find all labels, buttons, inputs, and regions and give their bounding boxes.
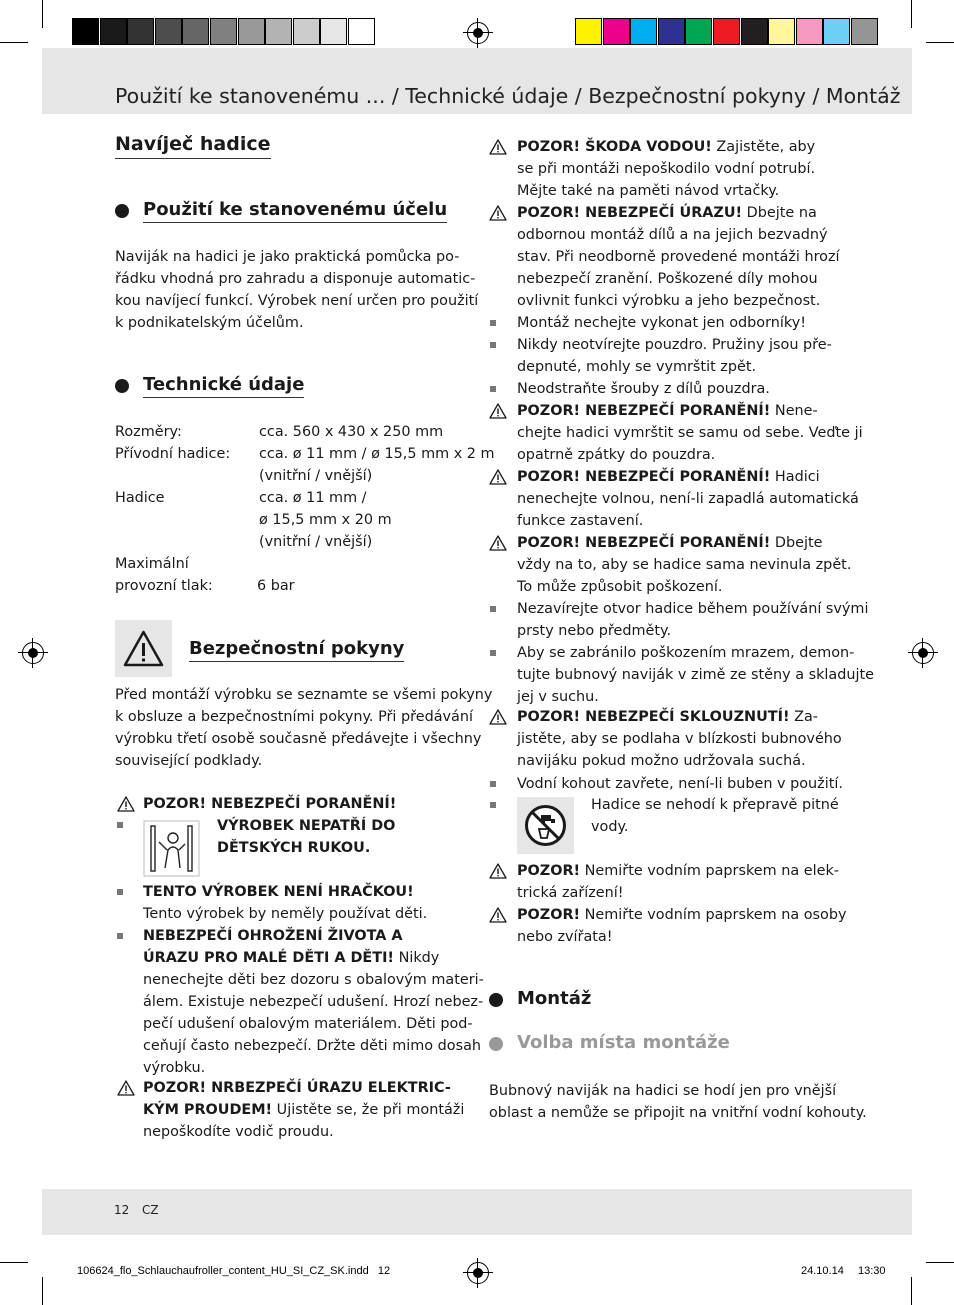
tech-label: Rozměry: [115,424,182,440]
text-line: Před montáží výrobku se seznamte se všemi pokyny [115,687,493,703]
text-bold: ÚRAZU PRO MALÉ DĚTI A DĚTI! [143,950,394,966]
bullet-square-icon [117,889,123,895]
text-line: vždy na to, aby se hadice sama nevinula zpět. [517,557,852,573]
text-line: vody. [591,819,629,835]
text-line: výrobku. [143,1060,206,1076]
text-line: Nikdy [394,950,440,966]
text-line: řádku vhodná pro zahradu a disponuje automatic- [115,271,476,287]
text-line: kou navíjecí funkcí. Výrobek není určen pro použití [115,293,479,309]
tech-label: Maximální [115,556,189,572]
warning-icon [489,469,507,485]
text-bold: POZOR! ŠKODA VODOU! [517,139,712,155]
text-line: POZOR! NRBEZPEČÍ ÚRAZU ELEKTRIC- [143,1080,451,1096]
text-line: stav. Při neodborně provedené montáži hrozí [517,249,840,265]
text-line: depnuté, mohly se vymrštit zpět. [517,359,757,375]
slug-time: 13:30 [858,1265,886,1277]
text-line: nenechejte volnou, není-li zapadlá automatická [517,491,859,507]
text-line: Nene- [770,403,818,419]
warning-icon [489,709,507,725]
text-line: trická zařízení! [517,885,624,901]
color-swatch [851,18,878,45]
color-swatch [575,18,602,45]
warning-icon [489,139,507,155]
bullet-square-icon [490,320,496,326]
persons-warning [517,904,847,948]
color-swatch [713,18,740,45]
color-swatch [265,18,292,45]
color-swatch [348,18,375,45]
section-bullet-icon [489,993,503,1007]
tech-heading: Technické údaje [143,374,304,398]
footer-band [42,1189,912,1235]
color-swatch [823,18,850,45]
text-line: Za- [789,709,818,725]
crop-mark [911,1277,912,1305]
text-line: Ujistěte se, že při montáži [272,1102,465,1118]
text-line: odbornou montáž dílů a na jejich bezvadný [517,227,828,243]
text-line: oblast a nemůže se připojit na vnitřní vodní kohouty. [489,1105,867,1121]
bullet-square-icon [490,781,496,787]
color-swatch [155,18,182,45]
injury-warning [517,400,863,466]
text-line: Nemiřte vodním paprskem na elek- [580,863,839,879]
warning-icon [489,907,507,923]
crop-mark [42,1277,43,1305]
warning-icon [489,205,507,221]
text-line: álem. Existuje nebezpečí udušení. Hrozí nebez- [143,994,484,1010]
registration-mark-icon [467,22,489,44]
warning-icon [117,1080,135,1096]
text-line: související podklady. [115,753,263,769]
tech-label: Přívodní hadice: [115,446,231,462]
section-bullet-icon [115,204,129,218]
location-text [489,1080,867,1124]
text-bold: POZOR! [517,863,581,879]
text-bold: POZOR! NEBEZPEČÍ ÚRAZU! [517,205,743,221]
color-swatch [741,18,768,45]
text-line: Nemiřte vodním paprskem na osoby [580,907,847,923]
tech-value: (vnitřní / vnější) [259,534,373,550]
montage-heading: Montáž [517,988,592,1009]
color-swatch [768,18,795,45]
text-line: nebo zvířata! [517,929,613,945]
section-bullet-icon [115,379,129,393]
bullet-square-icon [490,606,496,612]
page-title: Použití ke stanovenému ... / Technické údaje / Bezpečnostní pokyny / Montáž [115,84,901,108]
text-line: NEBEZPEČÍ OHROŽENÍ ŽIVOTA A [143,928,403,944]
bullet-square-icon [490,802,496,808]
warning-triangle-icon [115,620,172,677]
color-swatch [685,18,712,45]
bullet-text: Vodní kohout zavřete, není-li buben v použití. [517,776,843,792]
text-line: DĚTSKÝCH RUKOU. [217,840,371,856]
safety-intro [115,684,492,772]
tech-value: 6 bar [257,578,295,594]
text-line: To může způsobit poškození. [517,579,723,595]
bullet-text [517,334,832,378]
text-bold: POZOR! NEBEZPEČÍ PORANĚNÍ! [517,535,771,551]
text-line: Hadice se nehodí k přepravě pitné [591,797,839,813]
bullet-text [517,642,874,708]
text-line: pečí udušení obalovým materiálem. Děti pod- [143,1016,473,1032]
bullet-text: Montáž nechejte vykonat jen odborníky! [517,315,806,331]
text-line: k podnikatelským účelům. [115,315,304,331]
text-line: jistěte, aby se podlaha v blízkosti bubnového [517,731,842,747]
text-bold: POZOR! NEBEZPEČÍ SKLOUZNUTÍ! [517,709,790,725]
color-swatch [210,18,237,45]
injury-warning [517,532,851,598]
text-bold: KÝM PROUDEM! [143,1102,273,1118]
color-swatch [182,18,209,45]
crop-mark [911,0,912,28]
location-heading: Volba místa montáže [517,1032,730,1053]
tech-value: ø 15,5 mm x 20 m [259,512,392,528]
color-swatch [72,18,99,45]
text-line: se při montáži nepoškodilo vodní potrubí. [517,161,816,177]
bullet-square-icon [117,933,123,939]
text-line: prsty nebo předměty. [517,623,672,639]
electric-device-warning [517,860,839,904]
slug-filename: 106624_flo_Schlauchaufroller_content_HU_SI_CZ_SK.indd 12 [77,1265,391,1277]
product-title: Navíječ hadice [115,133,271,159]
bullet-square-icon [490,342,496,348]
tech-value: cca. ø 11 mm / ø 15,5 mm x 2 m [259,446,495,462]
color-swatch [100,18,127,45]
not-drinking-water-icon [517,797,574,854]
registration-mark-icon [912,642,934,664]
intended-use-text [115,246,478,334]
electric-warning [143,1077,464,1143]
toy-warning [143,881,427,925]
registration-mark-icon [22,642,44,664]
crop-mark [0,42,28,43]
bullet-text [517,598,868,642]
text-line: Zajistěte, aby [711,139,816,155]
warning-injury: POZOR! NEBEZPEČÍ PORANĚNÍ! [143,796,397,812]
tech-label: provozní tlak: [115,578,213,594]
text-line: ovlivnit funkci výrobku a jeho bezpečnost. [517,293,821,309]
subsection-bullet-icon [489,1037,503,1051]
child-warning [217,815,395,859]
text-bold: POZOR! [517,907,581,923]
text-line: funkce zastavení. [517,513,644,529]
text-line: Nezavírejte otvor hadice během používání svými [517,601,869,617]
injury-warning [517,202,840,312]
registration-mark-icon [467,1262,489,1284]
water-damage-warning [517,136,815,202]
color-swatch [658,18,685,45]
safety-heading: Bezpečnostní pokyny [189,638,404,662]
warning-icon [489,403,507,419]
text-line: Hadici [770,469,820,485]
text-line: Mějte také na paměti návod vrtačky. [517,183,780,199]
intended-use-heading: Použití ke stanovenému účelu [143,199,447,223]
text-line: navijáku pokud možno udržovala suchá. [517,753,806,769]
bullet-square-icon [117,822,123,828]
tech-value: cca. ø 11 mm / [259,490,367,506]
page-number: 12 [114,1203,130,1217]
text-line: ceňují často nebezpečí. Držte děti mimo dosah [143,1038,482,1054]
crop-mark [0,1262,28,1263]
text-line: TENTO VÝROBEK NENÍ HRAČKOU! [143,884,414,900]
color-swatch [796,18,823,45]
tech-label: Hadice [115,490,165,506]
text-line: Tento výrobek by neměly používat děti. [143,906,428,922]
language-code: CZ [142,1203,159,1217]
warning-icon [489,863,507,879]
text-line: Bubnový naviják na hadici se hodí jen pro vnější [489,1083,837,1099]
text-line: Nikdy neotvírejte pouzdro. Pružiny jsou pře- [517,337,832,353]
color-swatch [320,18,347,45]
crop-mark [42,0,43,28]
text-line: nenechejte děti bez dozoru s obalovým materi- [143,972,484,988]
life-warning [143,925,484,1079]
text-line: nebezpečí zranění. Poškozené díly mohou [517,271,818,287]
bullet-text: Neodstraňte šrouby z dílů pouzdra. [517,381,770,397]
color-swatch [603,18,630,45]
drinking-water-note [591,794,839,838]
text-bold: POZOR! NEBEZPEČÍ PORANĚNÍ! [517,403,771,419]
color-swatch [238,18,265,45]
text-line: tujte bubnový naviják v zimě ze stěny a skladujte [517,667,874,683]
warning-icon [489,535,507,551]
text-line: nepoškodíte vodič proudu. [143,1124,334,1140]
color-swatch [630,18,657,45]
text-line: jej v suchu. [517,689,599,705]
bullet-square-icon [490,386,496,392]
text-line: opatrně zpátky do pouzdra. [517,447,716,463]
text-line: výrobku třetí osobě současně předávejte i všechny [115,731,482,747]
injury-warning [517,466,859,532]
text-line: VÝROBEK NEPATŘÍ DO [217,818,396,834]
text-line: Naviják na hadici je jako praktická pomůcka po- [115,249,460,265]
color-swatch [293,18,320,45]
text-line: Dbejte na [742,205,817,221]
text-line: Aby se zabránilo poškozením mrazem, demon- [517,645,855,661]
text-line: Dbejte [770,535,823,551]
slug-date: 24.10.14 [801,1265,844,1277]
slip-warning [517,706,842,772]
text-line: k obsluze a bezpečnostními pokyny. Při předávání [115,709,473,725]
tech-value: (vnitřní / vnější) [259,468,373,484]
tech-value: cca. 560 x 430 x 250 mm [259,424,444,440]
warning-icon [117,796,135,812]
crop-mark [926,1262,954,1263]
text-bold: POZOR! NEBEZPEČÍ PORANĚNÍ! [517,469,771,485]
crop-mark [926,42,954,43]
bullet-square-icon [490,650,496,656]
color-swatch [127,18,154,45]
child-hands-pictogram-icon [143,820,200,877]
text-line: chejte hadici vymrštit se samu od sebe. Veďte ji [517,425,863,441]
